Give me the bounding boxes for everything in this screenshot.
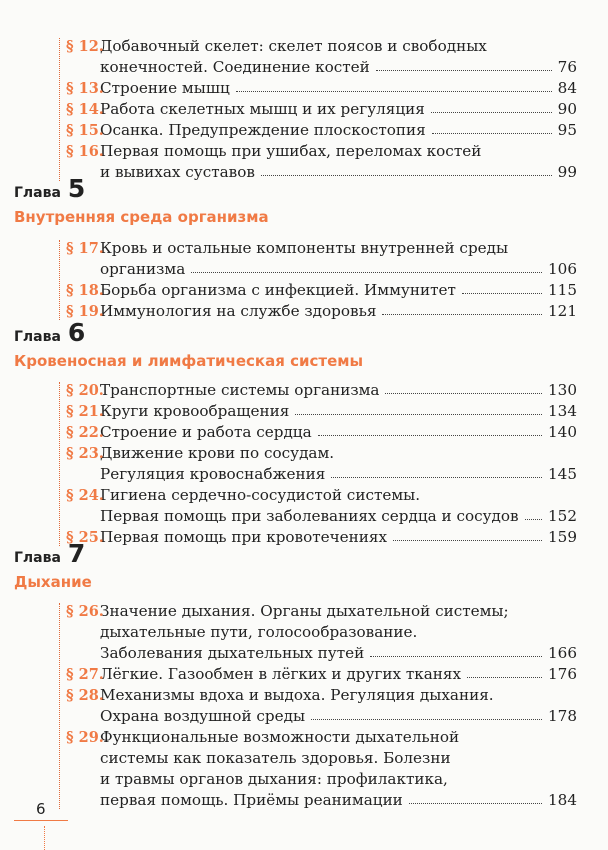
section-list <box>59 380 577 548</box>
toc-entry[interactable] <box>66 727 577 811</box>
chapter-number: 6 <box>67 318 86 347</box>
dot-leader <box>236 78 552 92</box>
toc-entry-line <box>66 727 577 748</box>
section-title: и вывихах суставов <box>100 163 255 181</box>
toc-entry-line <box>66 162 577 183</box>
toc-entry[interactable] <box>66 36 577 78</box>
dot-leader <box>431 99 552 113</box>
dot-leader <box>331 464 542 478</box>
toc-entry-line <box>66 443 577 464</box>
section-title: первая помощь. Приёмы реанимации <box>100 791 403 809</box>
section-number: § 17. <box>66 240 104 257</box>
section-page-number: 76 <box>557 58 577 76</box>
section-list-dotted-bar <box>59 240 60 320</box>
section-number: § 22. <box>66 424 104 441</box>
page-number-dotted-line <box>44 826 45 850</box>
section-number: § 24. <box>66 487 104 504</box>
section-list-dotted-bar <box>59 38 60 181</box>
section-page-number: 176 <box>548 665 577 683</box>
section-page-number: 106 <box>548 260 577 278</box>
section-page-number: 159 <box>548 528 577 546</box>
section-page-number: 178 <box>548 707 577 725</box>
page-number: 6 <box>36 800 46 818</box>
section-title: Охрана воздушной среды <box>100 707 306 725</box>
chapter-heading <box>14 539 85 568</box>
section-page-number: 184 <box>548 791 577 809</box>
section-page-number: 99 <box>557 163 577 181</box>
section-page-number: 140 <box>548 423 577 441</box>
toc-entry[interactable] <box>66 664 577 685</box>
toc-entry-line <box>66 141 577 162</box>
toc-entry-line <box>66 99 577 120</box>
section-title: Первая помощь при кровотечениях <box>100 528 388 546</box>
dot-leader <box>525 506 542 520</box>
dot-leader <box>467 664 542 678</box>
toc-entry-line <box>66 238 577 259</box>
section-title: Значение дыхания. Органы дыхательной системы; <box>100 602 509 620</box>
section-page-number: 166 <box>548 644 577 662</box>
toc-entry-line <box>66 280 577 301</box>
toc-entry[interactable] <box>66 301 577 322</box>
toc-entry-line <box>66 706 577 727</box>
section-number: § 12. <box>66 38 104 55</box>
toc-entry[interactable] <box>66 99 577 120</box>
section-title: Осанка. Предупреждение плоскостопия <box>100 121 426 139</box>
toc-entry-line <box>66 664 577 685</box>
dot-leader <box>382 301 542 315</box>
section-title: Строение и работа сердца <box>100 423 312 441</box>
dot-leader <box>385 380 542 394</box>
section-title: Иммунология на службе здоровья <box>100 302 377 320</box>
section-number: § 27. <box>66 666 104 683</box>
section-title: Борьба организма с инфекцией. Иммунитет <box>100 281 456 299</box>
section-title: Первая помощь при ушибах, переломах костей <box>100 142 482 160</box>
toc-entry-line <box>66 601 577 622</box>
section-number: § 28. <box>66 687 104 704</box>
section-page-number: 90 <box>557 100 577 118</box>
toc-entry-line <box>66 401 577 422</box>
dot-leader <box>295 401 542 415</box>
section-title: Добавочный скелет: скелет поясов и свободных <box>100 37 487 55</box>
chapter-title: Дыхание <box>14 573 92 591</box>
section-number: § 23. <box>66 445 104 462</box>
dot-leader <box>318 422 542 436</box>
section-number: § 13. <box>66 80 104 97</box>
toc-entry[interactable] <box>66 527 577 548</box>
toc-entry-line <box>66 120 577 141</box>
section-number: § 16. <box>66 143 104 160</box>
toc-entry-line <box>66 422 577 443</box>
section-title: Регуляция кровоснабжения <box>100 465 326 483</box>
toc-entry[interactable] <box>66 401 577 422</box>
section-number: § 20. <box>66 382 104 399</box>
section-title: Лёгкие. Газообмен в лёгких и других тканях <box>100 665 462 683</box>
section-title: Заболевания дыхательных путей <box>100 644 365 662</box>
chapter-number: 5 <box>67 174 86 203</box>
section-page-number: 152 <box>548 507 577 525</box>
chapter-heading <box>14 318 85 347</box>
toc-entry-line <box>66 36 577 57</box>
toc-entry[interactable] <box>66 601 577 664</box>
section-number: § 14. <box>66 101 104 118</box>
section-page-number: 130 <box>548 381 577 399</box>
section-title: Работа скелетных мышц и их регуляция <box>100 100 425 118</box>
dot-leader <box>261 162 552 176</box>
section-list <box>59 36 577 183</box>
section-number: § 29. <box>66 729 104 746</box>
chapter-title: Кровеносная и лимфатическая системы <box>14 352 364 370</box>
section-title: организма <box>100 260 186 278</box>
dot-leader <box>393 527 542 541</box>
section-number: § 25. <box>66 529 104 546</box>
toc-entry-line <box>66 790 577 811</box>
dot-leader <box>376 57 552 71</box>
section-number: § 18. <box>66 282 104 299</box>
section-page-number: 115 <box>548 281 577 299</box>
toc-entry-line <box>66 259 577 280</box>
section-list-dotted-bar <box>59 603 60 809</box>
section-title: Круги кровообращения <box>100 402 290 420</box>
toc-entry-line <box>66 748 577 769</box>
toc-entry-line <box>66 643 577 664</box>
section-number: § 15. <box>66 122 104 139</box>
page-number-rule <box>14 820 68 821</box>
section-title: Механизмы вдоха и выдоха. Регуляция дыхания. <box>100 686 494 704</box>
section-list <box>59 601 577 811</box>
dot-leader <box>409 790 542 804</box>
toc-entry-line <box>66 78 577 99</box>
chapter-label: Глава <box>14 550 61 566</box>
section-page-number: 145 <box>548 465 577 483</box>
section-title: Строение мышц <box>100 79 230 97</box>
section-title: Транспортные системы организма <box>100 381 380 399</box>
chapter-number: 7 <box>67 539 86 568</box>
dot-leader <box>311 706 542 720</box>
chapter-heading <box>14 174 85 203</box>
toc-entry-line <box>66 301 577 322</box>
toc-entry[interactable] <box>66 141 577 183</box>
toc-entry-line <box>66 685 577 706</box>
toc-entry-line <box>66 380 577 401</box>
toc-entry[interactable] <box>66 238 577 280</box>
dot-leader <box>462 280 542 294</box>
toc-entry-line <box>66 464 577 485</box>
section-title: Кровь и остальные компоненты внутренней среды <box>100 239 509 257</box>
toc-entry-line <box>66 506 577 527</box>
section-title: дыхательные пути, голосообразование. <box>100 623 418 641</box>
section-page-number: 95 <box>557 121 577 139</box>
section-title: Движение крови по сосудам. <box>100 444 335 462</box>
toc-entry-line <box>66 527 577 548</box>
section-page-number: 134 <box>548 402 577 420</box>
toc-entry-line <box>66 485 577 506</box>
section-title: Гигиена сердечно-сосудистой системы. <box>100 486 421 504</box>
section-title: Функциональные возможности дыхательной <box>100 728 460 746</box>
section-title: системы как показатель здоровья. Болезни <box>100 749 451 767</box>
chapter-label: Глава <box>14 185 61 201</box>
section-number: § 21. <box>66 403 104 420</box>
toc-entry[interactable] <box>66 443 577 485</box>
section-title: Первая помощь при заболеваниях сердца и сосудов <box>100 507 519 525</box>
section-list <box>59 238 577 322</box>
section-page-number: 121 <box>548 302 577 320</box>
toc-entry[interactable] <box>66 280 577 301</box>
toc-entry[interactable] <box>66 120 577 141</box>
dot-leader <box>191 259 542 273</box>
section-list-dotted-bar <box>59 382 60 546</box>
toc-entry[interactable] <box>66 685 577 727</box>
toc-entry[interactable] <box>66 380 577 401</box>
section-page-number: 84 <box>557 79 577 97</box>
toc-entry[interactable] <box>66 78 577 99</box>
chapter-title: Внутренняя среда организма <box>14 208 269 226</box>
section-title: конечностей. Соединение костей <box>100 58 370 76</box>
section-title: и травмы органов дыхания: профилактика, <box>100 770 448 788</box>
toc-entry-line <box>66 57 577 78</box>
section-number: § 26. <box>66 603 104 620</box>
chapter-label: Глава <box>14 329 61 345</box>
toc-entry-line <box>66 769 577 790</box>
toc-entry[interactable] <box>66 485 577 527</box>
toc-entry[interactable] <box>66 422 577 443</box>
section-number: § 19. <box>66 303 104 320</box>
dot-leader <box>370 643 542 657</box>
dot-leader <box>432 120 552 134</box>
toc-entry-line <box>66 622 577 643</box>
